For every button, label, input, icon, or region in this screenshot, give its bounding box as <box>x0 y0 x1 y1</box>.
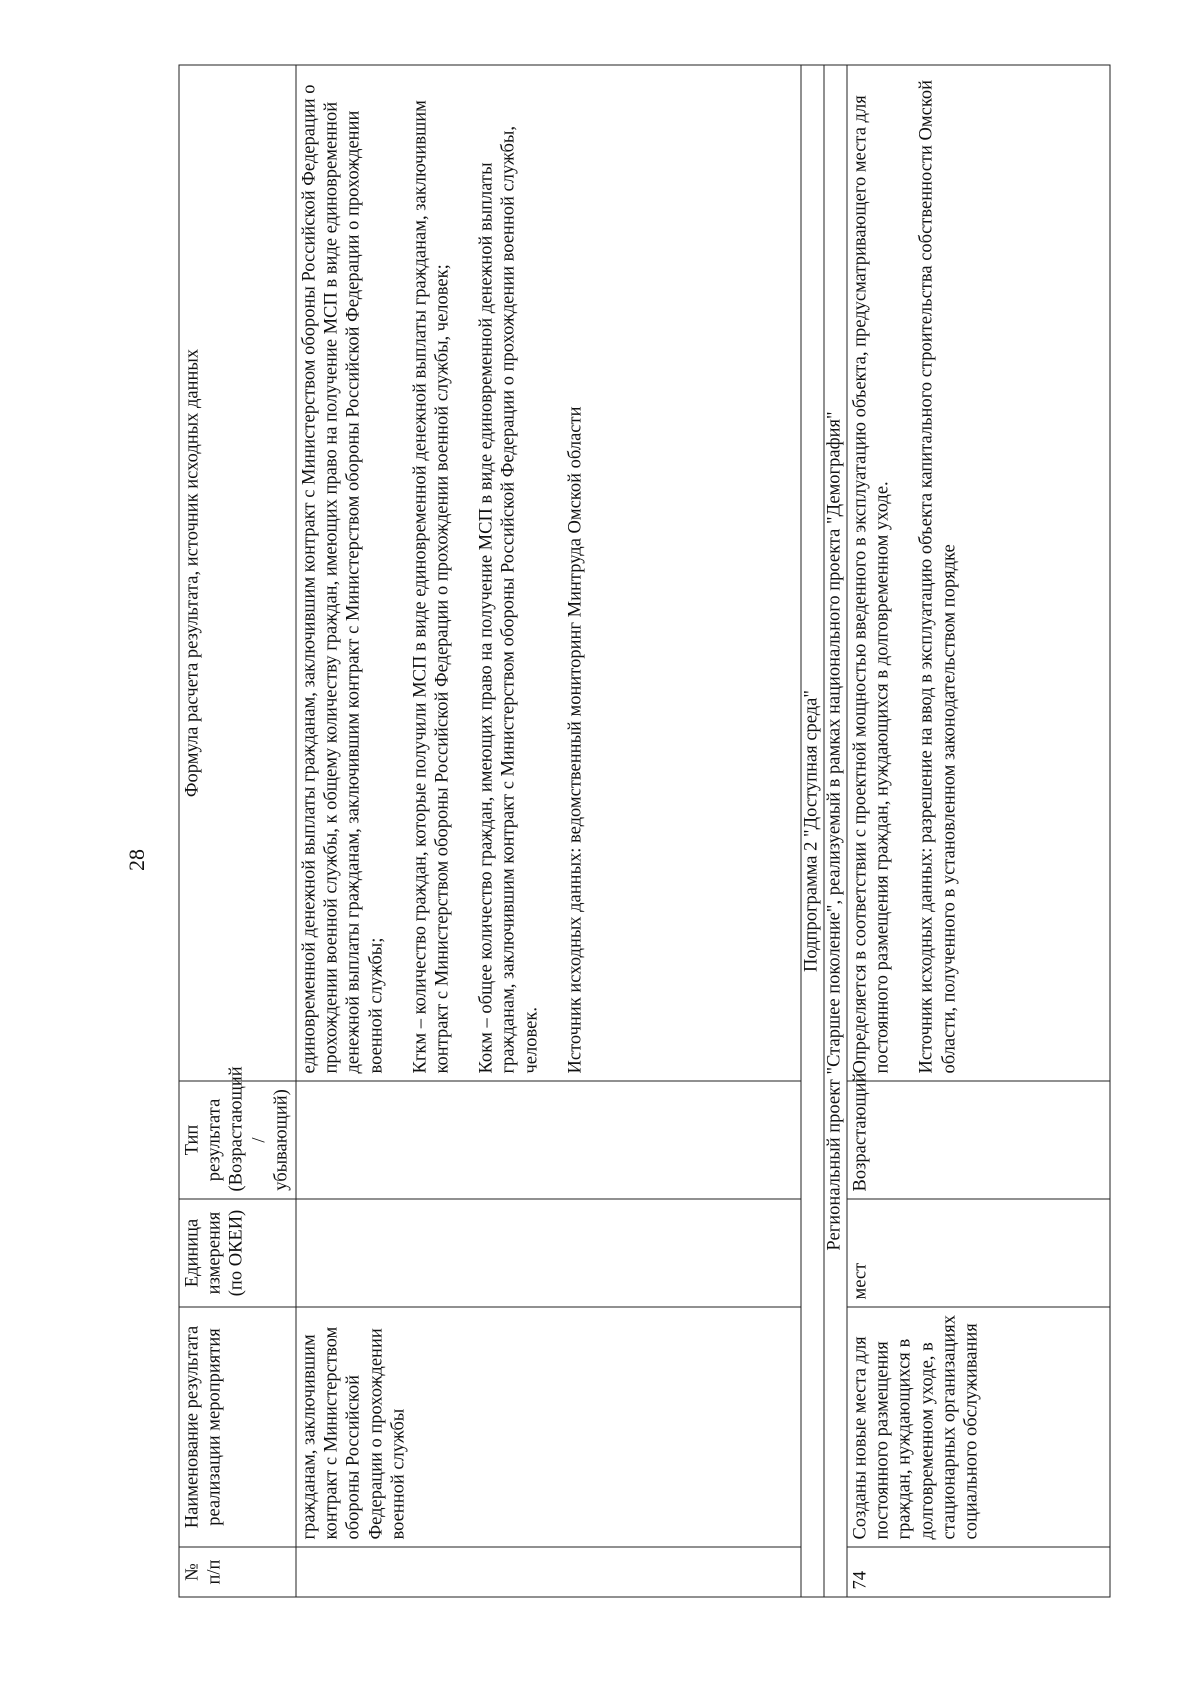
header-unit: Единица измерения (по ОКЕИ) <box>179 1199 296 1307</box>
cell-type: Возрастающий <box>847 1081 1110 1199</box>
header-num: № п/п <box>179 1547 296 1597</box>
formula-paragraph: Источник исходных данных: разрешение на ввод в эксплуатацию объекта капитального строительства собственности Омской области, полученного в установленном законодательством порядке <box>916 79 960 1074</box>
cell-unit <box>296 1199 801 1307</box>
page-number: 28 <box>124 849 149 871</box>
table-row <box>296 65 801 1597</box>
header-formula: Формула расчета результата, источник исходных данных <box>179 65 296 1081</box>
rotated-table-wrapper <box>179 65 1109 1598</box>
formula-paragraph: единовременной денежной выплаты гражданам, заключившим контракт с Министерством обороны Российской Федерации о прохождении военной службы, к общему количеству граждан, имеющих право на получение МСП в виде единовременной денежной выплаты гражданам, заключившим контракт с Министерством обороны Российской Федерации о прохождении военной службы; <box>299 84 387 1074</box>
cell-name: гражданам, заключившим контракт с Министерством обороны Российской Федерации о прохождении военной службы <box>296 1307 801 1547</box>
table-header-row <box>179 65 296 1597</box>
subprogram-title: Подпрограмма 2 "Доступная среда" <box>801 65 824 1597</box>
cell-type <box>296 1081 801 1199</box>
formula-paragraph: Определяется в соответствии с проектной мощностью введенного в эксплуатацию объекта, предусматривающего места для постоянного размещения граждан, нуждающихся в долговременном уходе. <box>850 95 893 1074</box>
cell-unit: мест <box>847 1199 1110 1307</box>
regional-project-row <box>824 65 847 1597</box>
header-name: Наименование результата реализации мероприятия <box>179 1307 296 1547</box>
cell-formula <box>296 65 801 1081</box>
results-table <box>179 65 1111 1598</box>
header-type: Тип результата (Возрастающий /убывающий) <box>179 1081 296 1199</box>
subprogram-row <box>801 65 824 1597</box>
cell-num: 74 <box>847 1547 1110 1597</box>
cell-name: Созданы новые места для постоянного размещения граждан, нуждающихся в долговременном уходе, в стационарных организациях социального обслуживания <box>847 1307 1110 1547</box>
formula-paragraph: Кгкм – количество граждан, которые получили МСП в виде единовременной денежной выплаты гражданам, заключившим контракт с Министерством обороны Российской Федерации о прохождении военной службы, человек; <box>410 100 453 1074</box>
cell-num <box>296 1547 801 1597</box>
formula-paragraph: Источник исходных данных: ведомственный мониторинг Минтруда Омской области <box>565 406 586 1074</box>
regional-project-title: Региональный проект "Старшее поколение", реализуемый в рамках национального проекта "Демография" <box>824 65 847 1597</box>
table-row <box>847 65 1110 1597</box>
formula-paragraph: Кокм – общее количество граждан, имеющих право на получение МСП в виде единовременной денежной выплаты гражданам, заключившим контракт с Министерством обороны Российской Федерации о прохождении военной службы, человек. <box>476 126 541 1074</box>
cell-formula <box>847 65 1110 1081</box>
